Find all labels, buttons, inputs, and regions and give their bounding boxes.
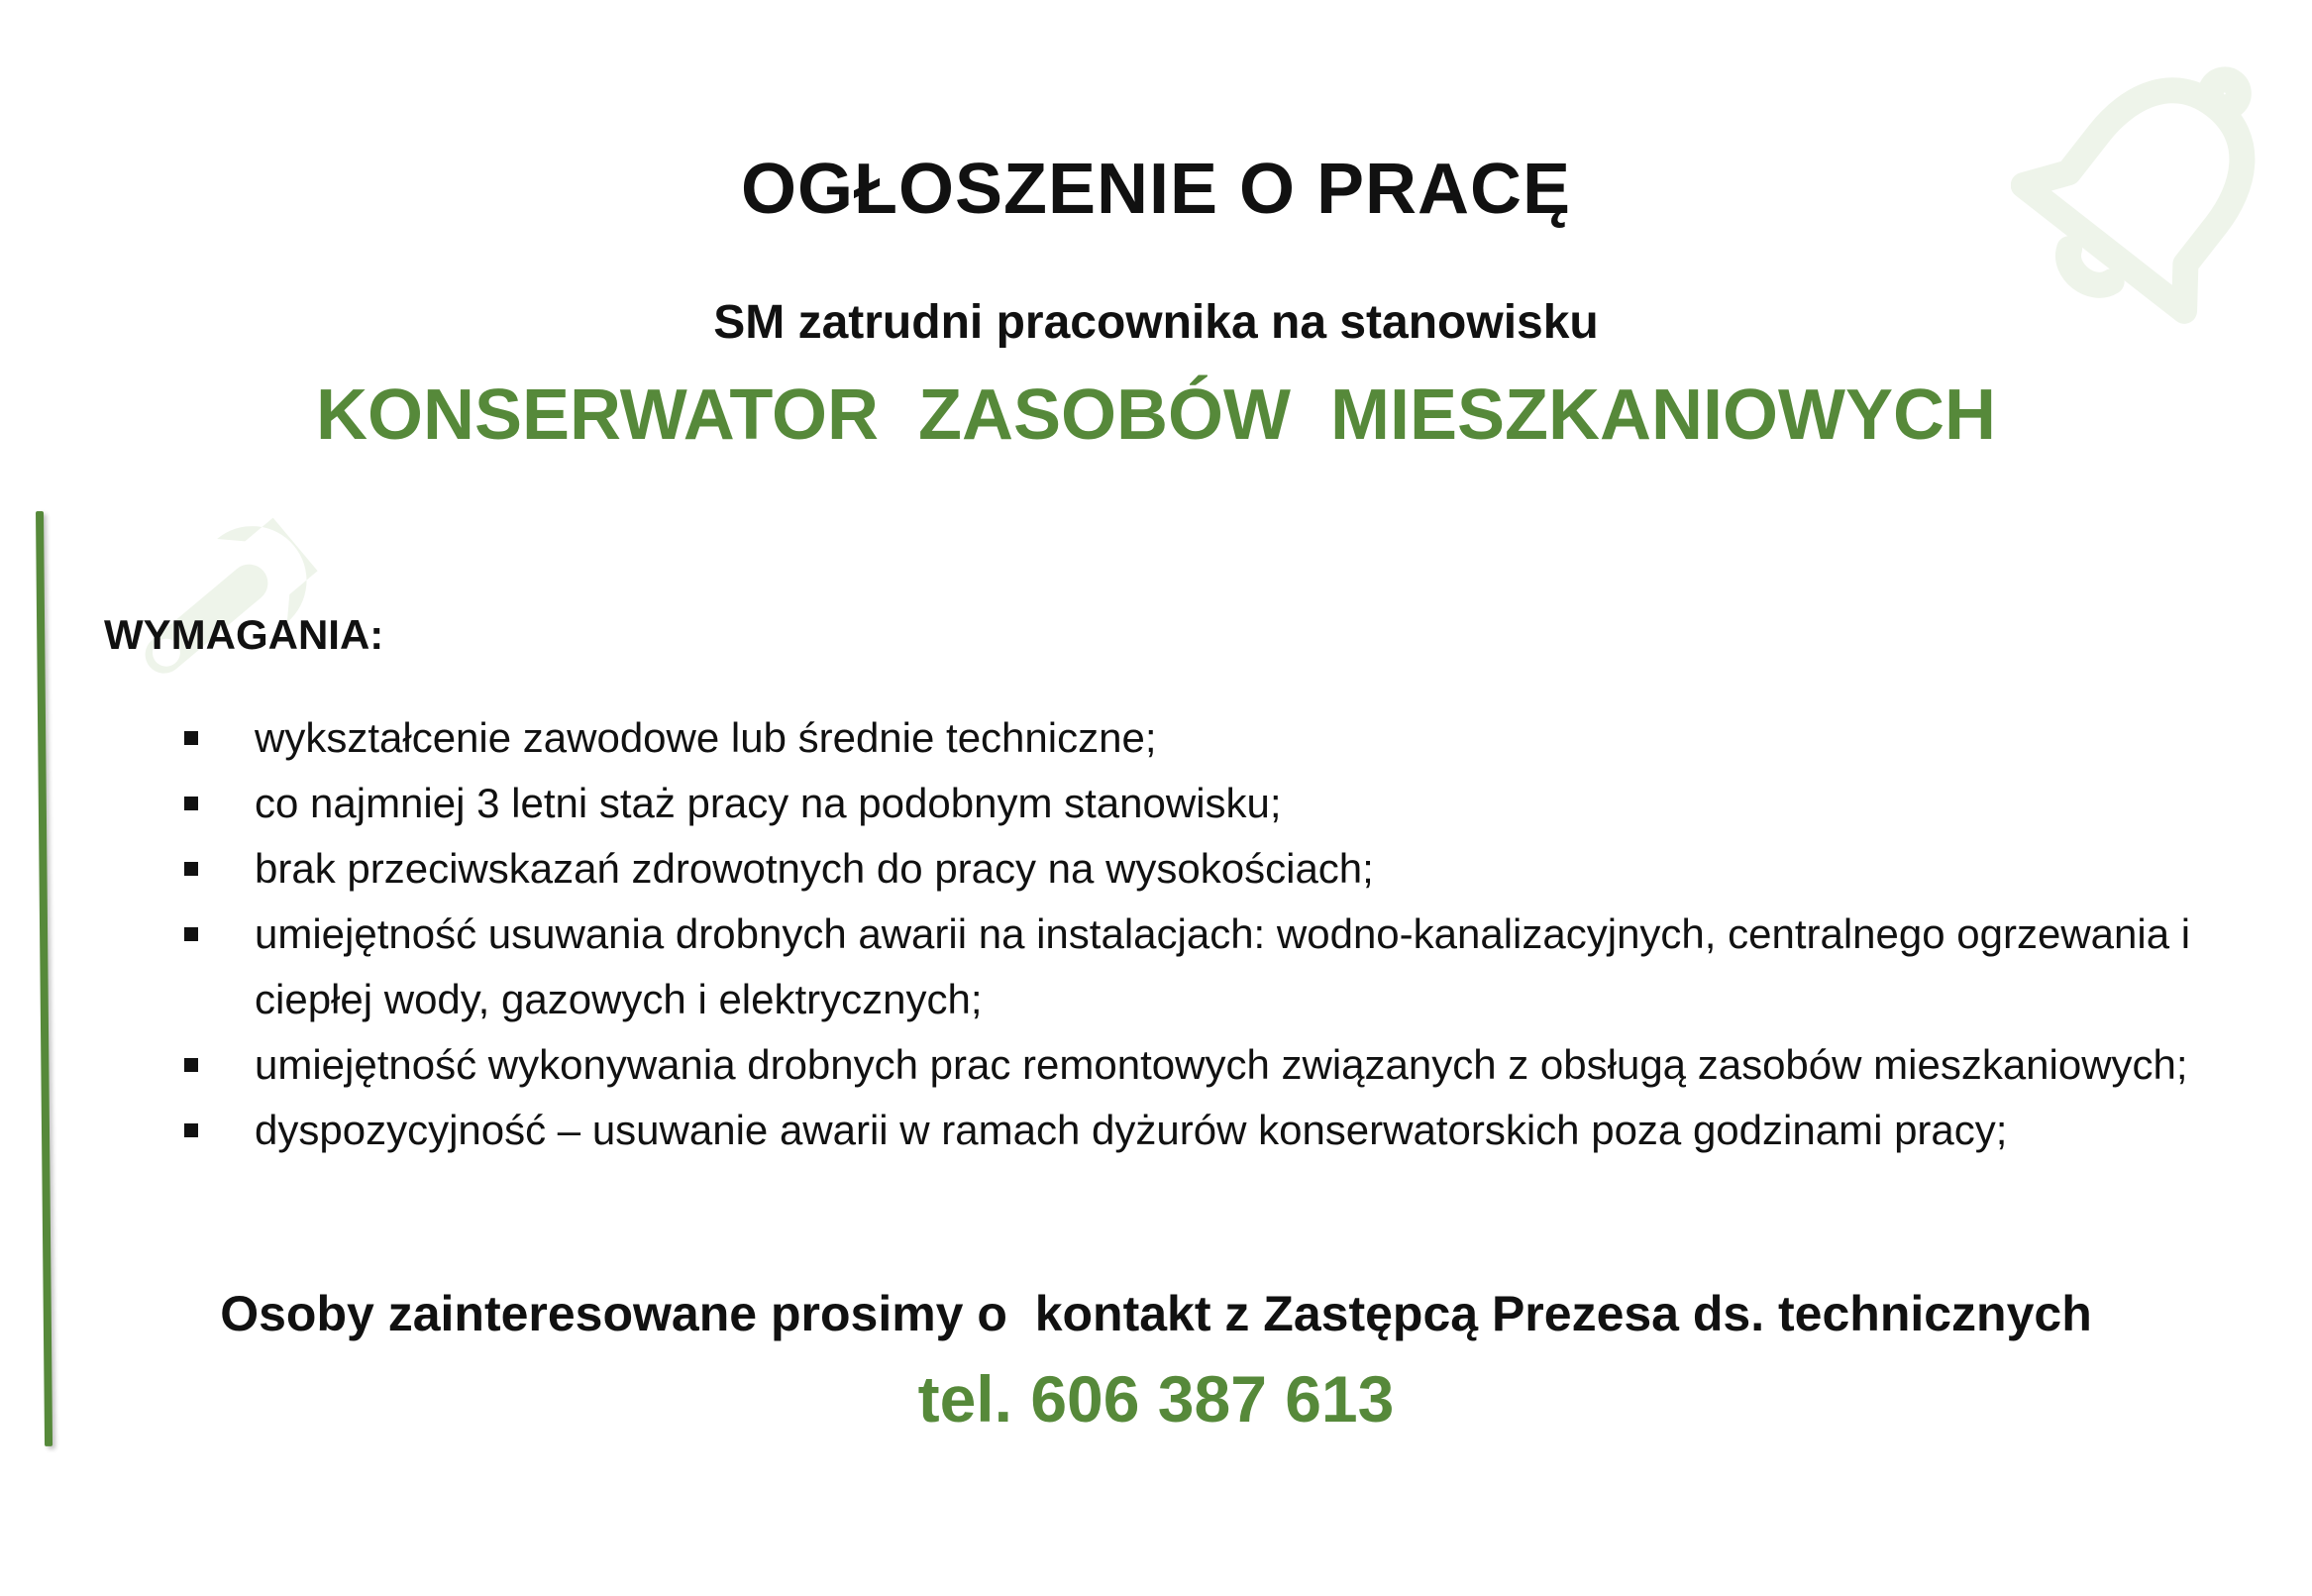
bullet-icon	[184, 1123, 198, 1137]
contact-text: Osoby zainteresowane prosimy o kontakt z Zastępcą Prezesa ds. technicznych	[220, 1286, 2092, 1341]
requirement-text: dyspozycyjność – usuwanie awarii w ramach dyżurów konserwatorskich poza godzinami pracy;	[255, 1107, 2008, 1153]
requirement-text: brak przeciwskazań zdrowotnych do pracy na wysokościach;	[255, 845, 1374, 892]
bullet-icon	[184, 927, 198, 941]
page-title: OGŁOSZENIE O PRACĘ	[740, 150, 1572, 229]
requirement-text: umiejętność usuwania drobnych awarii na instalacjach: wodno-kanalizacyjnych, centralnego ogrzewania i ciepłej wody, gazowych i elektrycznych;	[255, 910, 2191, 1022]
requirements-heading: WYMAGANIA:	[104, 611, 384, 658]
job-position-title: KONSERWATOR ZASOBÓW MIESZKANIOWYCH	[315, 375, 1996, 455]
page-subtitle: SM zatrudni pracownika na stanowisku	[713, 296, 1599, 349]
bullet-icon	[184, 1058, 198, 1072]
requirement-item	[178, 1098, 2259, 1163]
requirement-text: wykształcenie zawodowe lub średnie techniczne;	[255, 714, 1157, 761]
contact-phone: tel. 606 387 613	[917, 1362, 1395, 1436]
requirement-item	[178, 1032, 2259, 1098]
bullet-icon	[184, 731, 198, 745]
requirement-item	[178, 836, 2259, 902]
requirement-item	[178, 902, 2259, 1032]
requirement-item	[178, 771, 2259, 836]
wrench-icon	[89, 495, 347, 723]
bullet-icon	[184, 797, 198, 810]
requirement-item	[178, 705, 2259, 771]
requirements-list	[178, 705, 2259, 1163]
bullet-icon	[184, 862, 198, 876]
requirement-text: co najmniej 3 letni staż pracy na podobnym stanowisku;	[255, 780, 1282, 826]
requirement-text: umiejętność wykonywania drobnych prac remontowych związanych z obsługą zasobów mieszkaniowych;	[255, 1041, 2188, 1088]
